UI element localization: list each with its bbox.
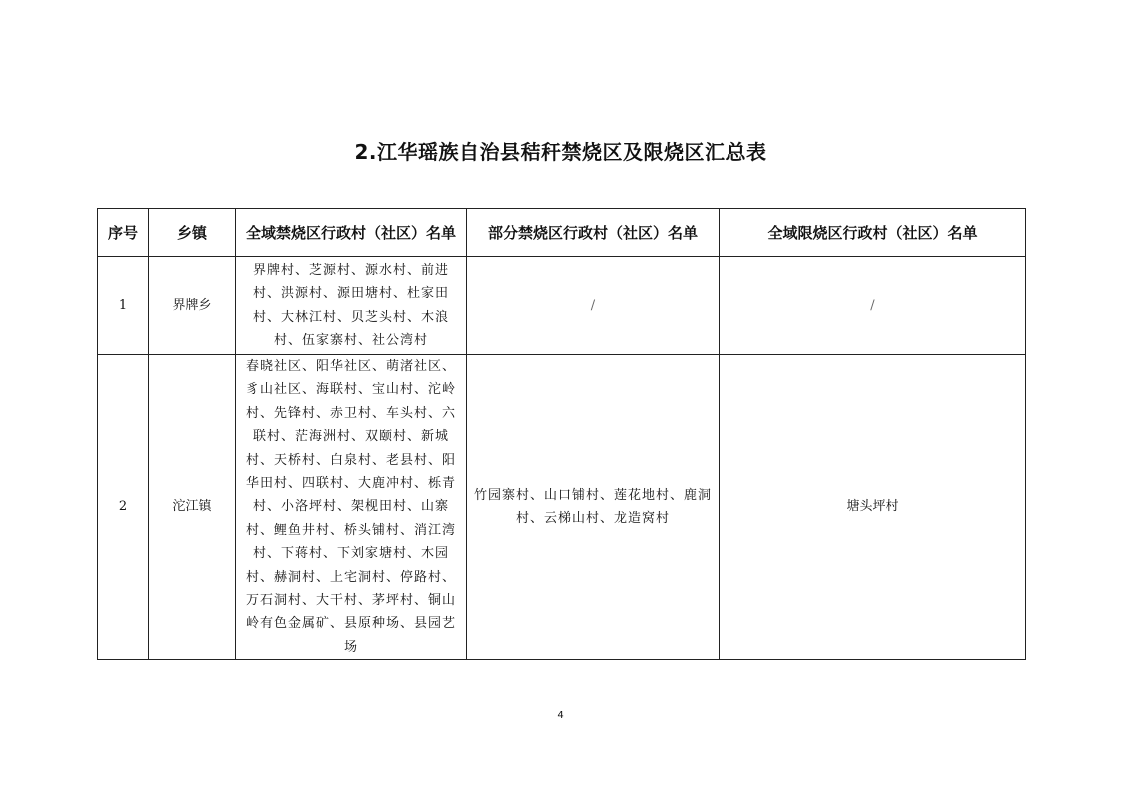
document-title: 2.江华瑶族自治县秸秆禁烧区及限烧区汇总表: [354, 140, 767, 164]
header-township: 乡镇: [149, 209, 236, 257]
cell-partial-ban-list: 竹园寨村、山口铺村、莲花地村、鹿洞村、云梯山村、龙造窝村: [467, 355, 720, 660]
page-number: 4: [557, 710, 564, 721]
header-index: 序号: [98, 209, 149, 257]
cell-township: 沱江镇: [149, 355, 236, 660]
cell-full-ban-list: 界牌村、芝源村、源水村、前进村、洪源村、源田塘村、杜家田村、大林江村、贝芝头村、木浪村、伍家寨村、社公湾村: [236, 257, 467, 355]
header-full-restrict: 全域限烧区行政村（社区）名单: [720, 209, 1026, 257]
cell-full-restrict-list: 塘头坪村: [720, 355, 1026, 660]
cell-partial-ban-list: /: [467, 257, 720, 355]
table-row: [98, 257, 1026, 355]
cell-index: 1: [98, 257, 149, 355]
table-row: [98, 355, 1026, 660]
cell-full-restrict-list: /: [720, 257, 1026, 355]
header-full-ban: 全域禁烧区行政村（社区）名单: [236, 209, 467, 257]
table-header-row: [98, 209, 1026, 257]
burn-zone-summary-table: [97, 208, 1026, 660]
cell-township: 界牌乡: [149, 257, 236, 355]
cell-index: 2: [98, 355, 149, 660]
cell-full-ban-list: 春晓社区、阳华社区、萌渚社区、豸山社区、海联村、宝山村、沱岭村、先锋村、赤卫村、车头村、六联村、茫海洲村、双颐村、新城村、天桥村、白泉村、老县村、阳华田村、四联村、大鹿冲村、栎青村、小洛坪村、架枧田村、山寨村、鲤鱼井村、桥头铺村、消江湾村、下蒋村、下刘家塘村、木园村、赫洞村、上宅洞村、停路村、万石洞村、大干村、茅坪村、铜山岭有色金属矿、县原种场、县园艺场: [236, 355, 467, 660]
header-partial-ban: 部分禁烧区行政村（社区）名单: [467, 209, 720, 257]
